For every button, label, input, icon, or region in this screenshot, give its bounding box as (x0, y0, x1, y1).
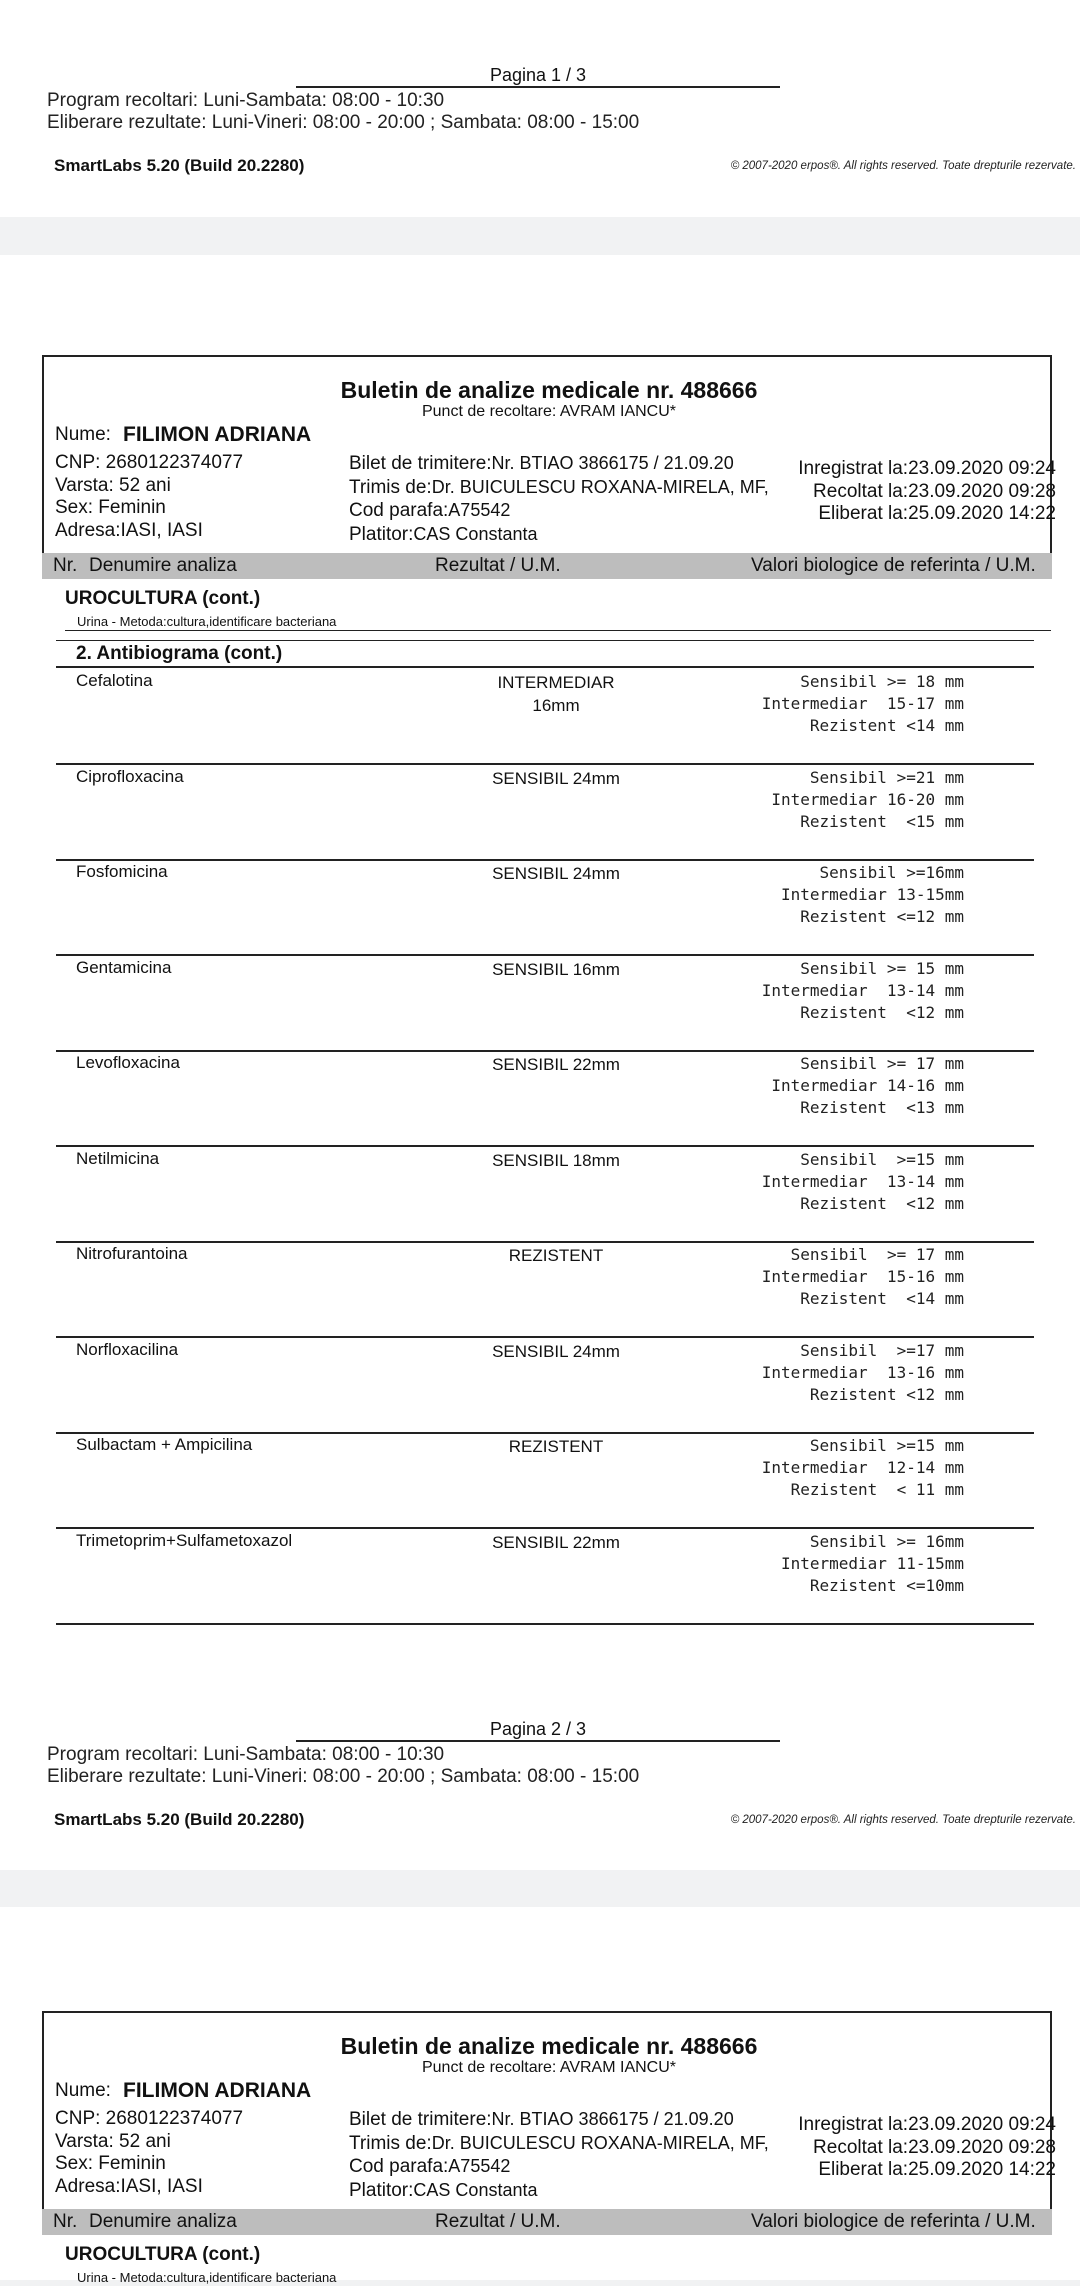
sex: Sex: Feminin (55, 2153, 166, 2174)
ref-intermediar: Intermediar 11-15mm (780, 1553, 964, 1573)
ref-rezistent: Rezistent <14 mm (809, 716, 964, 735)
result-line: REZISTENT (508, 1437, 604, 1456)
result-value (396, 1053, 716, 1076)
method-note: Urina - Metoda:cultura,identificare bacteriana (77, 2270, 337, 2285)
ref-intermediar: Intermediar 12-14 mm (761, 1458, 964, 1477)
result-value (396, 767, 716, 790)
table-row (56, 859, 1034, 956)
recoltat: Recoltat la:23.09.2020 09:28 (813, 2136, 1056, 2158)
platitor-value: CAS Constanta (413, 523, 538, 544)
dates-info (798, 2114, 1056, 2182)
ref-sensibil: Sensibil >=15 mm (800, 1149, 964, 1169)
dates-info (798, 458, 1056, 526)
copyright: © 2007-2020 erpos®. All rights reserved. Toate drepturile rezervate. (730, 160, 1076, 172)
copyright: © 2007-2020 erpos®. All rights reserved. Toate drepturile rezervate. (730, 1814, 1076, 1826)
eliberare-rezultate: Eliberare rezultate: Luni-Vineri: 08:00 - 20:00 ; Sambata: 08:00 - 15:00 (47, 1766, 640, 1787)
antibiotic-name: Cefalotina (76, 671, 153, 690)
table-row (56, 764, 1034, 861)
bilet-label: Bilet de trimitere: (349, 2109, 492, 2130)
ref-intermediar: Intermediar 15-17 mm (761, 694, 964, 713)
table-row (56, 1432, 1034, 1529)
nume-label: Nume: (55, 2080, 111, 2101)
ref-sensibil: Sensibil >= 16mm (809, 1531, 964, 1551)
referral-info (349, 2108, 769, 2202)
antibiotic-name: Sulbactam + Ampicilina (76, 1435, 253, 1454)
result-line: SENSIBIL 24mm (492, 864, 620, 883)
ref-rezistent: Rezistent <=12 mm (800, 907, 964, 926)
antibiotic-name: Levofloxacina (76, 1053, 180, 1072)
table-row (56, 668, 1034, 765)
result-value (396, 958, 716, 981)
adresa: Adresa:IASI, IASI (55, 2175, 203, 2197)
ref-sensibil: Sensibil >= 17 mm (800, 1054, 964, 1073)
result-line: SENSIBIL 24mm (492, 768, 620, 788)
col-valori: Valori biologice de referinta / U.M. (751, 555, 1036, 576)
ref-rezistent: Rezistent <=10mm (809, 1575, 964, 1595)
reference-values (762, 1340, 964, 1406)
ref-sensibil: Sensibil >=17 mm (800, 1340, 964, 1360)
parafa-label: Cod parafa: (349, 500, 449, 521)
platitor-value: CAS Constanta (413, 2179, 538, 2200)
result-line: SENSIBIL 24mm (492, 1341, 620, 1361)
bilet-value: Nr. BTIAO 3866175 / 21.09.20 (491, 453, 734, 473)
varsta: Varsta: 52 ani (55, 474, 171, 496)
trimis-label: Trimis de: (349, 2132, 432, 2154)
table-row (56, 1337, 1034, 1434)
eliberat: Eliberat la:25.09.2020 14:22 (818, 503, 1056, 524)
report-header-box (42, 2011, 1056, 2211)
inregistrat: Inregistrat la:23.09.2020 09:24 (798, 2114, 1056, 2135)
page-number: Pagina 2 / 3 (296, 1718, 780, 1742)
result-line: REZISTENT (508, 1246, 604, 1265)
patient-info (55, 452, 243, 542)
patient-name: FILIMON ADRIANA (123, 423, 312, 446)
table-header (42, 2209, 1052, 2235)
cnp: CNP: 2680122374077 (55, 2108, 244, 2129)
bilet-value: Nr. BTIAO 3866175 / 21.09.20 (491, 2109, 734, 2129)
page-2 (0, 255, 1080, 1870)
ref-sensibil: Sensibil >= 17 mm (790, 1245, 964, 1264)
reference-values (771, 767, 964, 833)
col-rezultat: Rezultat / U.M. (435, 555, 561, 576)
inregistrat: Inregistrat la:23.09.2020 09:24 (798, 458, 1056, 479)
ref-sensibil: Sensibil >= 18 mm (800, 672, 964, 691)
col-denumire: Denumire analiza (89, 2211, 237, 2232)
table-row (56, 1146, 1034, 1243)
program-recoltari: Program recoltari: Luni-Sambata: 08:00 - 10:30 (47, 1744, 445, 1765)
ref-sensibil: Sensibil >= 15 mm (800, 958, 964, 978)
col-denumire: Denumire analiza (89, 555, 237, 576)
result-value (396, 1244, 716, 1267)
page-3 (0, 1907, 1080, 2285)
result-line: SENSIBIL 22mm (492, 1532, 620, 1552)
reference-values (762, 1435, 964, 1501)
parafa-label: Cod parafa: (349, 2156, 449, 2177)
result-line: SENSIBIL 18mm (492, 1150, 620, 1170)
punct-recoltare: Punct de recoltare: AVRAM IANCU* (421, 2059, 677, 2076)
result-value (396, 1340, 716, 1363)
eliberare-rezultate: Eliberare rezultate: Luni-Vineri: 08:00 - 20:00 ; Sambata: 08:00 - 15:00 (47, 112, 640, 133)
punct-recoltare: Punct de recoltare: AVRAM IANCU* (421, 403, 677, 420)
antibiotic-name: Nitrofurantoina (76, 1244, 188, 1263)
trimis-value: Dr. BUICULESCU ROXANA-MIRELA, MF, (431, 2132, 769, 2153)
patient-info (55, 2108, 243, 2198)
ref-intermediar: Intermediar 13-14 mm (761, 980, 964, 1000)
antibiotic-name: Netilmicina (76, 1148, 160, 1168)
result-value (396, 671, 716, 717)
col-rezultat: Rezultat / U.M. (435, 2211, 561, 2232)
ref-rezistent: Rezistent <15 mm (800, 811, 964, 831)
method-note: Urina - Metoda:cultura,identificare bacteriana (65, 614, 1051, 631)
result-line: SENSIBIL 16mm (492, 959, 620, 979)
platitor-label: Platitor: (349, 2179, 414, 2201)
referral-info (349, 452, 769, 546)
ref-sensibil: Sensibil >=21 mm (809, 767, 964, 787)
report-title: Buletin de analize medicale nr. 488666 (340, 377, 758, 403)
table-header (42, 553, 1052, 579)
antibiotic-name: Fosfomicina (76, 862, 168, 881)
ref-rezistent: Rezistent < 11 mm (790, 1480, 964, 1499)
table-row (56, 955, 1034, 1052)
report-header-box (42, 355, 1056, 555)
ref-intermediar: Intermediar 13-14 mm (761, 1171, 964, 1191)
page-number: Pagina 1 / 3 (296, 64, 780, 88)
cnp: CNP: 2680122374077 (55, 452, 244, 473)
antibiotic-name: Ciprofloxacina (76, 766, 184, 786)
result-value (396, 1149, 716, 1172)
antibiotic-name: Trimetoprim+Sulfametoxazol (76, 1530, 293, 1550)
col-nr: Nr. (53, 555, 78, 576)
result-value (396, 1435, 716, 1458)
result-line: INTERMEDIAR (497, 673, 615, 692)
result-line-2: 16mm (532, 696, 580, 715)
build-label: SmartLabs 5.20 (Build 20.2280) (54, 156, 305, 175)
build-label: SmartLabs 5.20 (Build 20.2280) (54, 1810, 305, 1829)
ref-rezistent: Rezistent <12 mm (809, 1384, 964, 1404)
ref-sensibil: Sensibil >=15 mm (809, 1436, 964, 1455)
parafa-value: A75542 (448, 500, 511, 520)
reference-values (762, 1149, 964, 1215)
reference-values (781, 862, 964, 928)
reference-values (781, 1531, 964, 1597)
result-value (396, 862, 716, 885)
recoltat: Recoltat la:23.09.2020 09:28 (813, 480, 1056, 502)
reference-values (762, 1244, 964, 1310)
trimis-label: Trimis de: (349, 476, 432, 498)
result-value (396, 1531, 716, 1554)
parafa-value: A75542 (448, 2156, 511, 2176)
ref-intermediar: Intermediar 14-16 mm (771, 1076, 964, 1095)
ref-sensibil: Sensibil >=16mm (819, 863, 964, 882)
ref-rezistent: Rezistent <13 mm (800, 1098, 964, 1117)
table-row (56, 1050, 1034, 1147)
ref-intermediar: Intermediar 13-15mm (780, 885, 964, 904)
sex: Sex: Feminin (55, 497, 166, 518)
trimis-value: Dr. BUICULESCU ROXANA-MIRELA, MF, (431, 476, 769, 497)
antibiotic-name: Norfloxacilina (76, 1339, 179, 1359)
col-valori: Valori biologice de referinta / U.M. (751, 2211, 1036, 2232)
program-recoltari: Program recoltari: Luni-Sambata: 08:00 - 10:30 (47, 90, 445, 111)
ref-intermediar: Intermediar 13-16 mm (761, 1362, 964, 1382)
adresa: Adresa:IASI, IASI (55, 519, 203, 541)
ref-intermediar: Intermediar 15-16 mm (761, 1267, 964, 1286)
table-row (56, 1528, 1034, 1625)
antibiotic-name: Gentamicina (76, 957, 172, 977)
result-line: SENSIBIL 22mm (492, 1055, 620, 1074)
report-title: Buletin de analize medicale nr. 488666 (340, 2033, 758, 2059)
section-title: UROCULTURA (cont.) (65, 2244, 261, 2265)
page-1-footer (0, 0, 1080, 217)
ref-intermediar: Intermediar 16-20 mm (771, 789, 964, 809)
nume-label: Nume: (55, 424, 111, 445)
reference-values (762, 958, 964, 1024)
ref-rezistent: Rezistent <12 mm (800, 1193, 964, 1213)
varsta: Varsta: 52 ani (55, 2130, 171, 2152)
subsection-title: 2. Antibiograma (cont.) (56, 640, 1034, 668)
ref-rezistent: Rezistent <12 mm (800, 1002, 964, 1022)
patient-name: FILIMON ADRIANA (123, 2079, 312, 2102)
table-row (56, 1241, 1034, 1338)
reference-values (762, 671, 964, 737)
reference-values (771, 1053, 964, 1119)
ref-rezistent: Rezistent <14 mm (800, 1289, 964, 1308)
section-title: UROCULTURA (cont.) (65, 588, 261, 609)
bilet-label: Bilet de trimitere: (349, 453, 492, 474)
platitor-label: Platitor: (349, 523, 414, 545)
col-nr: Nr. (53, 2211, 78, 2232)
eliberat: Eliberat la:25.09.2020 14:22 (818, 2159, 1056, 2180)
